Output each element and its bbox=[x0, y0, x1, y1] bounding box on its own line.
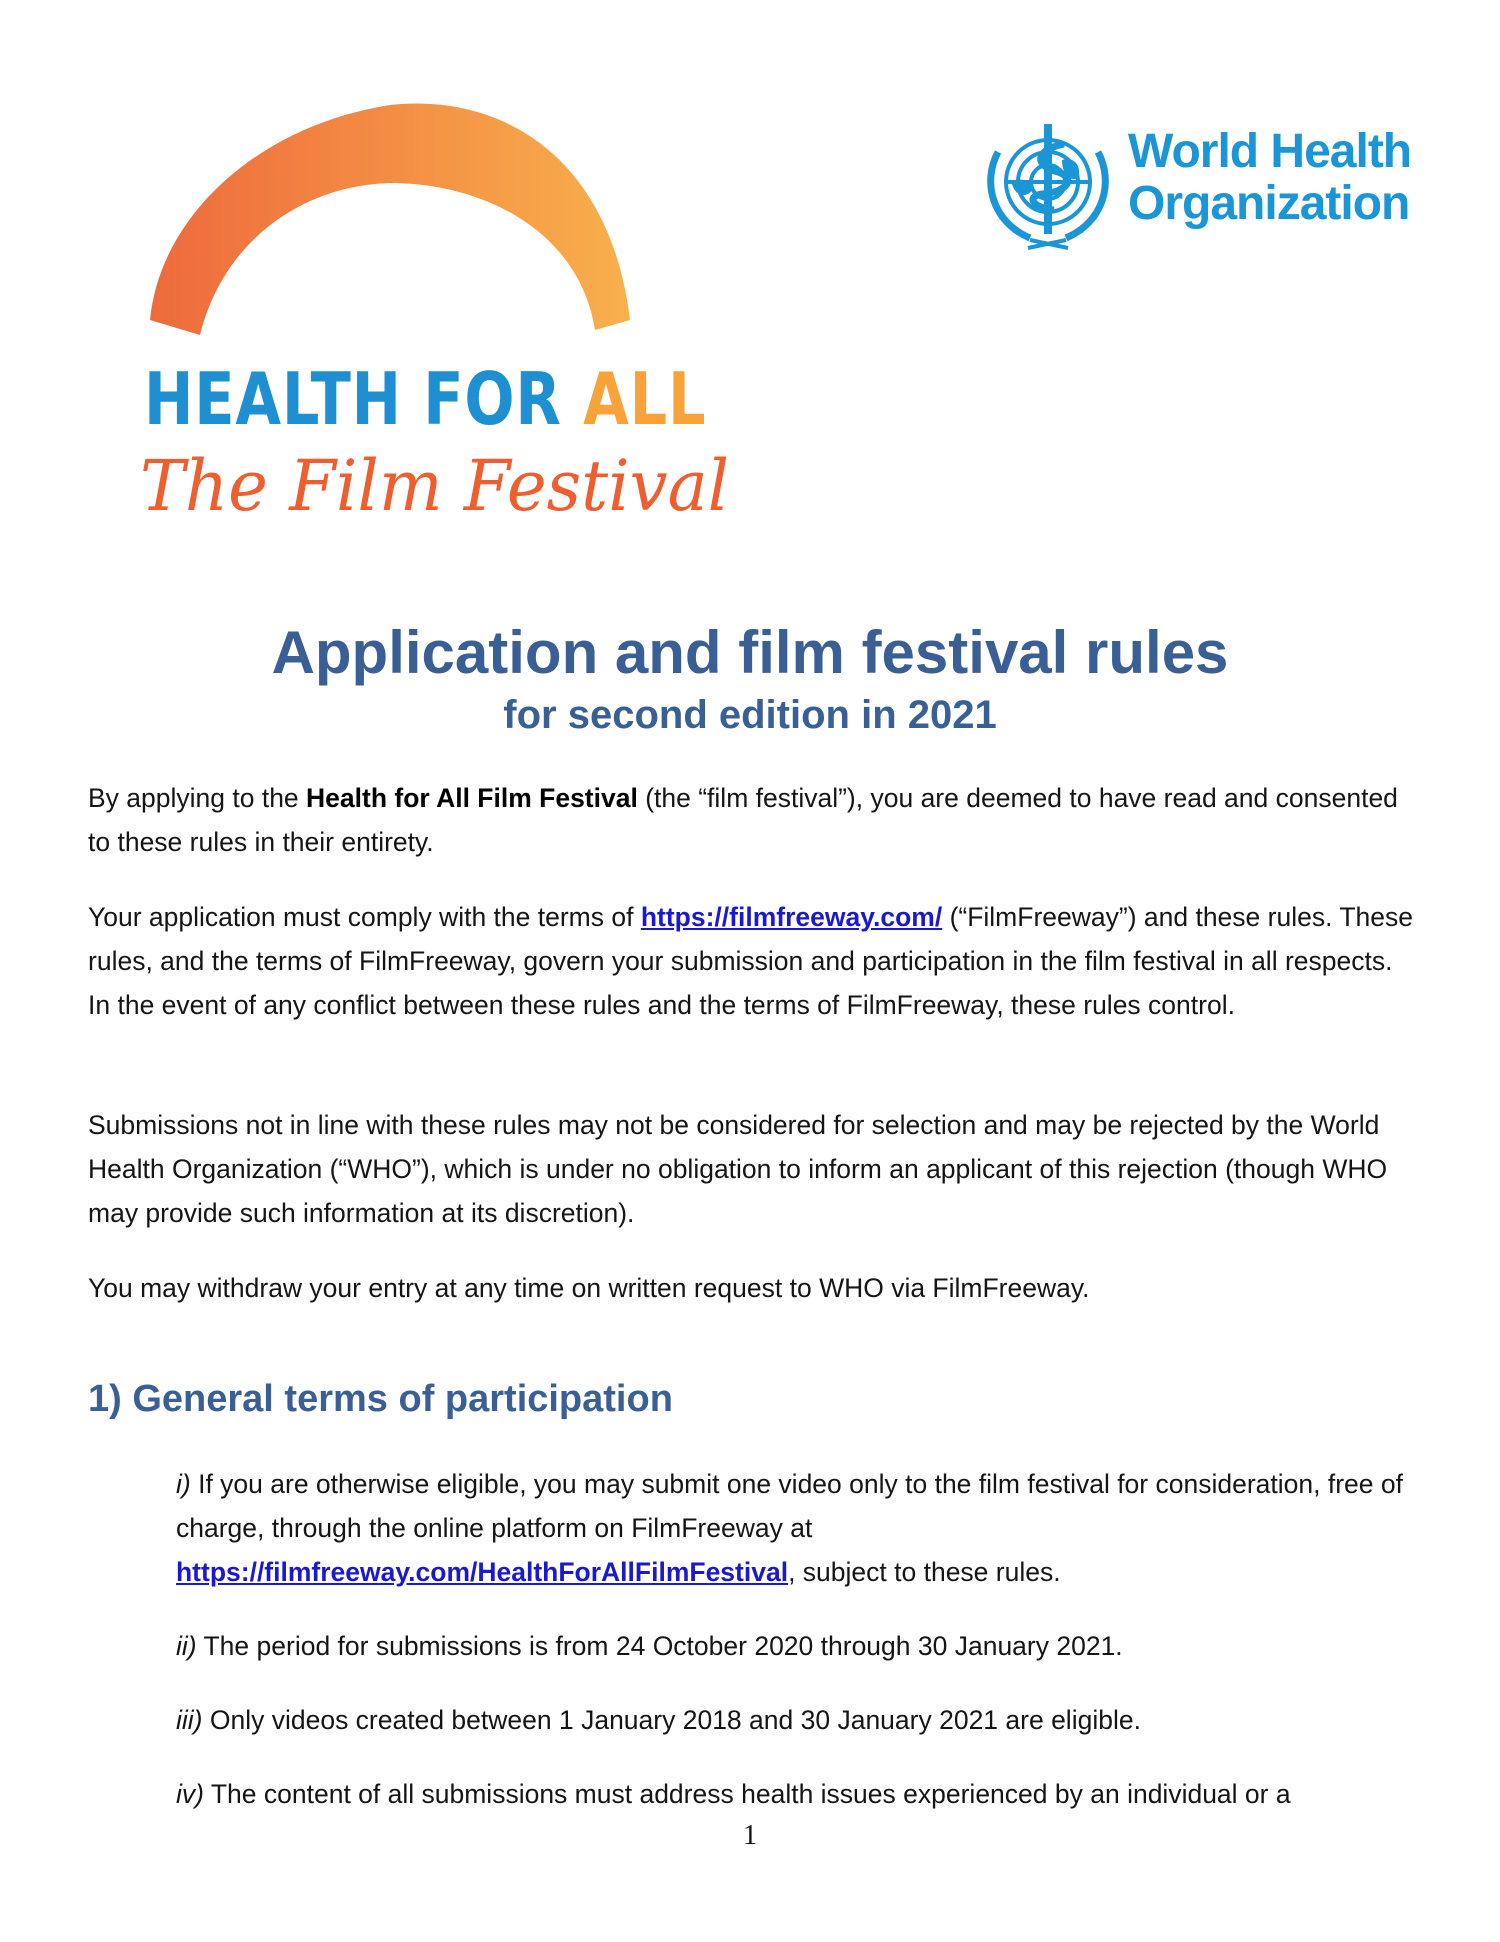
festival-submission-link[interactable]: https://filmfreeway.com/HealthForAllFilmFestival bbox=[176, 1557, 789, 1587]
rule-item-ii: ii) The period for submissions is from 24 October 2020 through 30 January 2021. bbox=[176, 1631, 1123, 1661]
rule-item-iii: iii) Only videos created between 1 January 2018 and 30 January 2021 are eligible. bbox=[176, 1705, 1141, 1735]
rule-item-i: i) If you are otherwise eligible, you may submit one video only to the film festival for consideration, free of charge, through the online platform on FilmFreeway at https://filmfreeway.com/HealthForAllFilmFestival, subject to these rules. bbox=[176, 1469, 1403, 1587]
page-title: Application and film festival rules bbox=[271, 619, 1229, 686]
brush-arc-icon bbox=[140, 95, 660, 355]
section-heading: 1) General terms of participation bbox=[88, 1378, 673, 1420]
page-number: 1 bbox=[743, 1820, 757, 1851]
intro-paragraph-1: By applying to the Health for All Film Festival (the “film festival”), you are deemed to have read and consented to these rules in their entirety. bbox=[88, 783, 1398, 857]
intro-paragraph-3: Submissions not in line with these rules may not be considered for selection and may be rejected by the World Health Organization (“WHO”), which is under no obligation to inform an applicant of this rejection (though WHO may provide such information at its discretion). bbox=[88, 1110, 1388, 1228]
logo-health-for-all-text: HEALTH FOR ALL bbox=[144, 357, 707, 441]
who-logo bbox=[978, 122, 1412, 252]
who-name-line1: World Health bbox=[1128, 125, 1412, 178]
logo-the-film-festival-text: The Film Festival bbox=[140, 445, 730, 527]
intro-paragraph-2: Your application must comply with the terms of https://filmfreeway.com/ (“FilmFreeway”) and these rules. These rules, and the terms of FilmFreeway, govern your submission and participation in the film festival in all respects. In the event of any conflict between these rules and the terms of FilmFreeway, these rules control. bbox=[88, 902, 1413, 1020]
page-subtitle: for second edition in 2021 bbox=[503, 693, 997, 737]
rule-number: iv) bbox=[176, 1779, 204, 1809]
filmfreeway-link[interactable]: https://filmfreeway.com/ bbox=[640, 902, 943, 932]
rule-number: i) bbox=[176, 1469, 191, 1499]
who-emblem-icon bbox=[978, 122, 1118, 252]
rule-item-iv: iv) The content of all submissions must address health issues experienced by an individual or a bbox=[176, 1779, 1291, 1809]
rule-number: ii) bbox=[176, 1631, 197, 1661]
intro-paragraph-4: You may withdraw your entry at any time on written request to WHO via FilmFreeway. bbox=[88, 1273, 1090, 1303]
who-name-line2: Organization bbox=[1128, 177, 1410, 230]
festival-name-bold: Health for All Film Festival bbox=[306, 783, 638, 813]
rule-number: iii) bbox=[176, 1705, 203, 1735]
health-for-all-logo bbox=[140, 95, 730, 535]
